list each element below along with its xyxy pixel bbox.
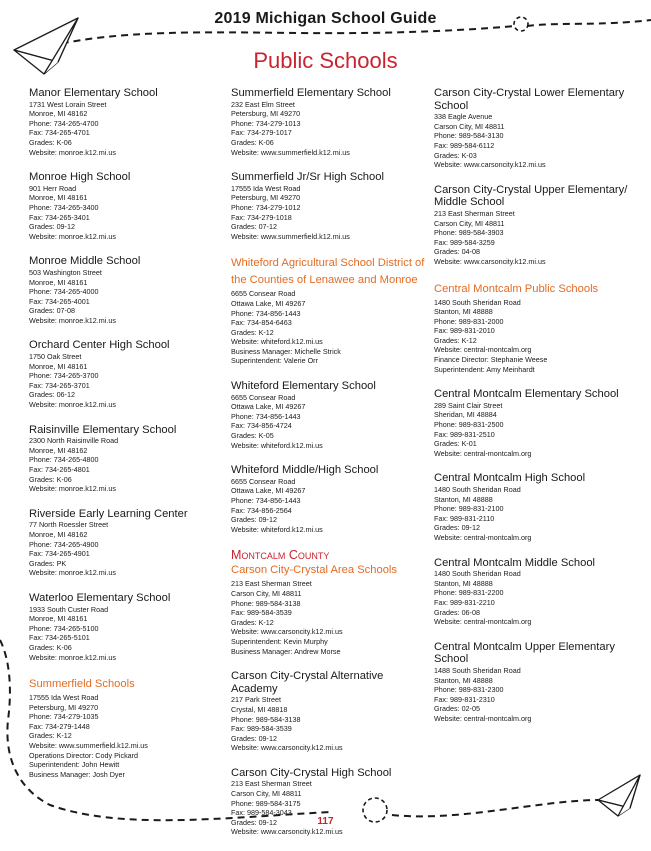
school-detail-line: 6655 Consear Road [231, 392, 296, 402]
school-detail-line: Phone: 734-856-1443 [231, 411, 301, 421]
school-name: Whiteford Middle/High School [231, 464, 379, 477]
school-detail-line: Website: central-montcalm.org [434, 713, 532, 723]
school-detail-line: 217 Park Street [231, 695, 281, 705]
school-detail-line: Superintendent: John Hewitt [29, 760, 120, 770]
school-detail-line: Stanton, MI 48888 [434, 675, 493, 685]
page-number: 117 [317, 816, 334, 827]
school-name: Monroe High School [29, 171, 131, 184]
school-detail-line: Stanton, MI 48888 [434, 578, 493, 588]
school-detail-line: Grades: 09-12 [231, 817, 277, 827]
column-3 [434, 87, 639, 737]
school-detail-line: Website: central-montcalm.org [434, 448, 532, 458]
school-detail-line: Phone: 989-831-2500 [434, 420, 504, 430]
school-entry [434, 641, 639, 724]
school-entry [29, 339, 219, 409]
school-detail-line: 213 East Sherman Street [231, 779, 312, 789]
school-detail-line: Fax: 734-265-4701 [29, 128, 90, 138]
school-detail-line: Phone: 989-584-3130 [434, 131, 504, 141]
school-detail-line: Monroe, MI 48161 [29, 614, 88, 624]
school-name: Monroe Middle School [29, 255, 141, 268]
school-detail-line: Website: central-montcalm.org [434, 345, 532, 355]
school-detail-line: Fax: 734-854-6463 [231, 318, 292, 328]
school-detail-line: Fax: 989-584-3043 [231, 808, 292, 818]
school-detail-line: Fax: 989-831-2310 [434, 694, 495, 704]
school-detail-line: Website: www.carsoncity.k12.mi.us [231, 743, 343, 753]
section-title: Public Schools [253, 48, 398, 73]
school-detail-line: Website: monroe.k12.mi.us [29, 568, 116, 578]
school-detail-line: 1480 South Sheridan Road [434, 485, 521, 494]
school-entry [29, 676, 219, 779]
school-detail-line: Crystal, MI 48818 [231, 704, 288, 714]
school-detail-line: Fax: 989-831-2210 [434, 597, 495, 607]
school-detail-line: Phone: 989-831-2000 [434, 316, 504, 326]
school-detail-line: Superintendent: Amy Meinhardt [434, 364, 535, 374]
school-detail-line: Phone: 734-856-1443 [231, 308, 301, 318]
school-detail-line: Website: www.carsoncity.k12.mi.us [231, 627, 343, 637]
county-heading: Montcalm County [231, 548, 330, 563]
school-entry [29, 592, 219, 662]
school-detail-line: Phone: 734-279-1012 [231, 202, 301, 212]
school-detail-line: Sheridan, MI 48884 [434, 410, 497, 420]
school-detail-line: Superintendent: Valerie Orr [231, 356, 318, 366]
school-entry [29, 87, 219, 157]
school-name: Summerfield Elementary School [231, 87, 391, 99]
school-detail-line: 1480 South Sheridan Road [434, 297, 521, 307]
school-detail-line: 1731 West Lorain Street [29, 99, 107, 109]
school-detail-line: 17555 Ida West Road [231, 183, 301, 193]
school-detail-line: Phone: 734-265-4900 [29, 539, 99, 549]
school-name: Raisinville Elementary School [29, 423, 177, 436]
school-detail-line: Phone: 734-265-5100 [29, 623, 99, 633]
school-detail-line: Carson City, MI 48811 [434, 218, 505, 228]
school-detail-line: Website: monroe.k12.mi.us [29, 147, 116, 157]
school-entry [231, 670, 431, 753]
school-detail-line: Grades: 07-08 [29, 306, 75, 316]
school-detail-line: 901 Herr Road [29, 183, 77, 193]
school-detail-line: Phone: 989-584-3903 [434, 228, 504, 238]
column-1 [29, 87, 219, 793]
school-detail-line: Grades: 09-12 [231, 733, 277, 743]
school-detail-line: Website: monroe.k12.mi.us [29, 400, 116, 410]
school-entry [29, 508, 219, 578]
school-detail-line: Website: monroe.k12.mi.us [29, 315, 116, 325]
school-detail-line: 289 Saint Clair Street [434, 400, 503, 410]
school-detail-line: Website: central-montcalm.org [434, 617, 532, 627]
school-detail-line: Grades: K-03 [434, 150, 477, 160]
school-detail-line: 1933 South Custer Road [29, 604, 109, 614]
school-detail-line: Grades: 07-12 [231, 222, 277, 232]
school-detail-line: Fax: 734-279-1017 [231, 128, 292, 138]
school-detail-line: Phone: 734-265-3700 [29, 371, 99, 381]
school-detail-line: Website: www.carsoncity.k12.mi.us [434, 160, 546, 170]
school-detail-line: Fax: 989-584-6112 [434, 140, 495, 150]
school-detail-line: Grades: K-05 [231, 431, 274, 441]
school-detail-line: Website: central-montcalm.org [434, 532, 532, 542]
district-name: Central Montcalm Public Schools [434, 282, 599, 295]
school-detail-line: 1480 South Sheridan Road [434, 569, 521, 579]
school-detail-line: 2300 North Raisinville Road [29, 436, 119, 446]
school-detail-line: Phone: 989-831-2100 [434, 504, 504, 514]
school-detail-line: Monroe, MI 48162 [29, 445, 88, 455]
school-entry [231, 548, 431, 656]
district-name: Summerfield Schools [29, 678, 135, 691]
school-entry [434, 281, 639, 375]
school-detail-line: Stanton, MI 48888 [434, 307, 493, 317]
school-entry [434, 388, 639, 458]
school-name: Orchard Center High School [29, 339, 170, 352]
school-detail-line: Grades: K-12 [231, 617, 274, 627]
school-detail-line: Fax: 989-584-3259 [434, 237, 495, 247]
school-entry [231, 380, 431, 450]
school-detail-line: Fax: 734-856-2564 [231, 505, 292, 515]
school-detail-line: Fax: 734-279-1018 [231, 212, 292, 222]
school-detail-line: Grades: K-12 [29, 731, 72, 741]
school-detail-line: Business Manager: Michelle Strick [231, 346, 341, 356]
column-2 [231, 87, 431, 851]
school-detail-line: 1750 Oak Street [29, 352, 82, 362]
school-entry [231, 87, 431, 157]
school-detail-line: Phone: 734-265-4000 [29, 287, 99, 297]
school-detail-line: Carson City, MI 48811 [231, 789, 302, 799]
school-detail-line: Fax: 734-279-1448 [29, 721, 90, 731]
school-detail-line: Ottawa Lake, MI 49267 [231, 298, 306, 308]
school-detail-line: Business Manager: Josh Dyer [29, 769, 125, 779]
school-detail-line: Monroe, MI 48161 [29, 361, 88, 371]
school-detail-line: 1488 South Sheridan Road [434, 665, 521, 675]
school-detail-line: Phone: 989-831-2200 [434, 588, 504, 598]
school-detail-line: Phone: 734-265-3400 [29, 202, 99, 212]
school-detail-line: Website: monroe.k12.mi.us [29, 231, 116, 241]
school-detail-line: Fax: 989-831-2110 [434, 513, 495, 523]
school-detail-line: Ottawa Lake, MI 49267 [231, 486, 306, 496]
school-entry [434, 184, 639, 267]
district-name: Whiteford Agricultural School District of the Counties of Lenawee and Monroe [231, 257, 425, 287]
school-detail-line: 6655 Consear Road [231, 289, 296, 299]
school-detail-line: Phone: 989-584-3175 [231, 798, 301, 808]
school-detail-line: Phone: 734-279-1035 [29, 712, 99, 722]
school-name: Carson City-Crystal Lower Elementary School [434, 87, 625, 112]
school-name: Carson City-Crystal Upper Elementary/ Middle School [434, 183, 628, 209]
school-entry [231, 255, 431, 366]
school-detail-line: Fax: 989-831-2010 [434, 326, 495, 336]
school-detail-line: Fax: 734-265-3701 [29, 380, 90, 390]
school-detail-line: Website: www.carsoncity.k12.mi.us [434, 256, 546, 266]
school-entry [29, 424, 219, 494]
school-detail-line: Website: www.summerfield.k12.mi.us [231, 231, 350, 241]
school-detail-line: Grades: K-06 [29, 642, 72, 652]
school-detail-line: Carson City, MI 48811 [434, 121, 505, 131]
school-name: Whiteford Elementary School [231, 380, 376, 393]
school-name: Manor Elementary School [29, 87, 158, 99]
school-detail-line: Website: www.summerfield.k12.mi.us [29, 741, 148, 751]
school-detail-line: Petersburg, MI 49270 [29, 702, 99, 712]
school-detail-line: Fax: 989-584-3539 [231, 608, 292, 618]
school-detail-line: Business Manager: Andrew Morse [231, 646, 341, 656]
school-detail-line: Grades: PK [29, 558, 67, 568]
school-detail-line: Fax: 734-265-4001 [29, 296, 90, 306]
school-detail-line: Phone: 734-265-4800 [29, 455, 99, 465]
school-detail-line: Operations Director: Cody Pickard [29, 750, 139, 760]
school-name: Central Montcalm Elementary School [434, 388, 619, 401]
school-detail-line: Fax: 989-831-2510 [434, 429, 495, 439]
school-detail-line: Grades: K-12 [434, 335, 477, 345]
school-detail-line: Grades: 09-12 [231, 515, 277, 525]
school-detail-line: Phone: 734-265-4700 [29, 118, 99, 128]
school-entry [434, 87, 639, 170]
school-detail-line: Phone: 734-856-1443 [231, 496, 301, 505]
school-detail-line: Grades: K-01 [434, 439, 477, 449]
school-detail-line: Phone: 989-831-2300 [434, 685, 504, 695]
school-detail-line: Ottawa Lake, MI 49267 [231, 402, 306, 412]
school-entry [434, 472, 639, 542]
school-name: Central Montcalm High School [434, 472, 586, 485]
school-detail-line: Petersburg, MI 49270 [231, 193, 301, 203]
school-detail-line: Grades: 06-08 [434, 607, 480, 617]
school-detail-line: 338 Eagle Avenue [434, 112, 493, 122]
school-detail-line: Phone: 989-584-3138 [231, 598, 301, 608]
school-detail-line: Website: whiteford.k12.mi.us [231, 337, 323, 347]
school-detail-line: Petersburg, MI 49270 [231, 109, 301, 119]
school-detail-line: Grades: 02-05 [434, 704, 480, 714]
school-name: Central Montcalm Upper Elementary School [434, 640, 615, 666]
school-entry [434, 557, 639, 627]
school-detail-line: 503 Washington Street [29, 267, 102, 277]
school-entry [231, 171, 431, 241]
school-detail-line: Grades: 09-12 [29, 222, 75, 232]
school-detail-line: Phone: 734-279-1013 [231, 118, 301, 128]
school-name: Summerfield Jr/Sr High School [231, 171, 384, 184]
school-detail-line: 17555 Ida West Road [29, 693, 99, 703]
school-detail-line: Grades: 06-12 [29, 390, 75, 400]
district-name: Carson City-Crystal Area Schools [231, 564, 398, 577]
school-detail-line: 6655 Consear Road [231, 476, 296, 486]
school-detail-line: 213 East Sherman Street [231, 579, 312, 589]
school-detail-line: Phone: 989-584-3138 [231, 714, 301, 724]
school-detail-line: Fax: 989-584-3539 [231, 724, 292, 734]
school-detail-line: 213 East Sherman Street [434, 208, 515, 218]
school-detail-line: Website: monroe.k12.mi.us [29, 484, 116, 494]
school-detail-line: Fax: 734-265-4801 [29, 465, 90, 474]
school-detail-line: Grades: K-06 [29, 474, 72, 484]
school-detail-line: Website: whiteford.k12.mi.us [231, 524, 323, 534]
school-detail-line: Grades: K-06 [231, 137, 274, 147]
school-name: Waterloo Elementary School [29, 591, 171, 604]
school-detail-line: Monroe, MI 48161 [29, 193, 88, 203]
school-entry [29, 171, 219, 241]
school-detail-line: Fax: 734-265-4901 [29, 549, 90, 559]
school-entry [29, 255, 219, 325]
school-detail-line: Fax: 734-265-3401 [29, 212, 90, 222]
school-detail-line: Finance Director: Stephanie Weese [434, 355, 548, 365]
header-title: 2019 Michigan School Guide [214, 10, 437, 27]
school-detail-line: Website: whiteford.k12.mi.us [231, 440, 323, 450]
school-detail-line: 77 North Roessler Street [29, 520, 109, 530]
school-detail-line: Grades: K-06 [29, 137, 72, 147]
school-detail-line: Fax: 734-265-5101 [29, 633, 90, 643]
school-entry [231, 464, 431, 534]
school-detail-line: Grades: 09-12 [434, 523, 480, 533]
school-detail-line: Stanton, MI 48888 [434, 494, 493, 504]
school-detail-line: Website: monroe.k12.mi.us [29, 652, 116, 662]
school-name: Carson City-Crystal High School [231, 766, 392, 779]
school-detail-line: Website: www.carsoncity.k12.mi.us [231, 827, 343, 837]
school-name: Riverside Early Learning Center [29, 507, 188, 520]
paper-plane-icon-small [598, 775, 640, 816]
school-detail-line: Fax: 734-856-4724 [231, 421, 292, 431]
school-name: Carson City-Crystal Alternative Academy [231, 670, 384, 695]
school-detail-line: 232 East Elm Street [231, 99, 295, 109]
school-detail-line: Grades: K-12 [231, 327, 274, 337]
school-detail-line: Monroe, MI 48162 [29, 529, 88, 539]
school-detail-line: Grades: 04-08 [434, 247, 480, 257]
school-detail-line: Monroe, MI 48161 [29, 277, 88, 287]
school-detail-line: Superintendent: Kevin Murphy [231, 636, 328, 646]
school-detail-line: Website: www.summerfield.k12.mi.us [231, 147, 350, 157]
school-detail-line: Monroe, MI 48162 [29, 109, 88, 119]
school-name: Central Montcalm Middle School [434, 556, 596, 569]
school-detail-line: Carson City, MI 48811 [231, 588, 302, 598]
